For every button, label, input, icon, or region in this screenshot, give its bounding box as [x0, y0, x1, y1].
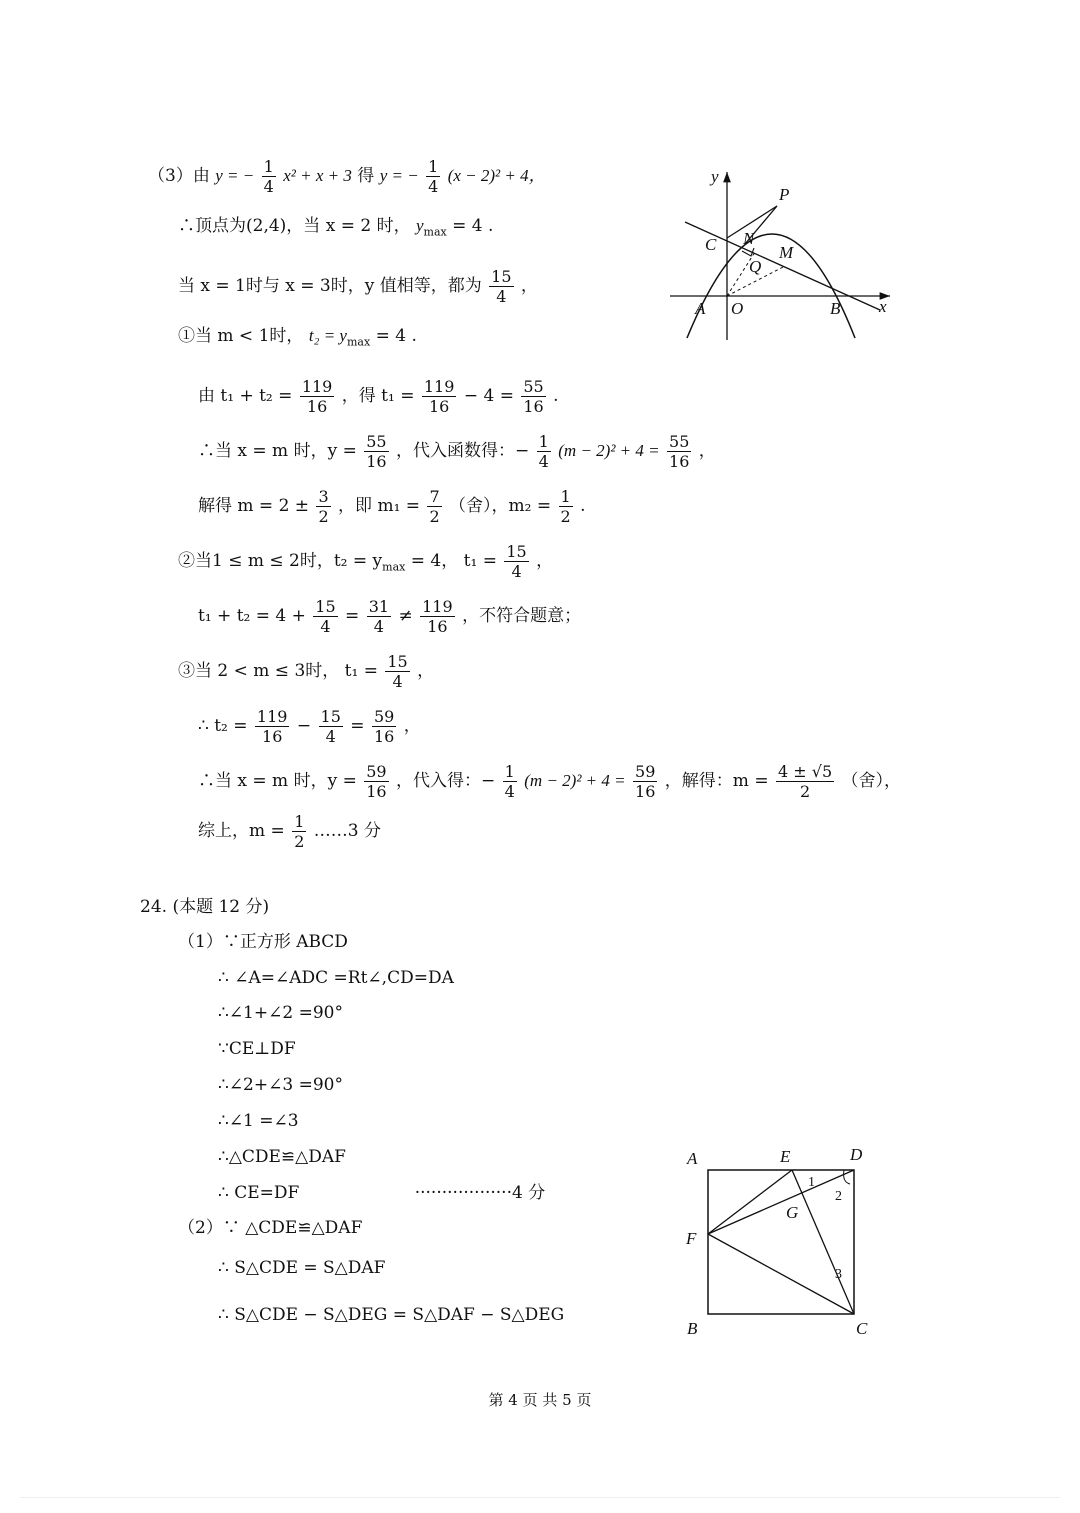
text: ， — [403, 716, 421, 736]
line-fc — [708, 1234, 854, 1314]
frac-den: 2 — [799, 782, 811, 801]
part3-line2 — [178, 212, 493, 246]
frac-num: 59 — [366, 762, 387, 781]
frac-num: 15 — [320, 707, 341, 726]
frac-num: 119 — [256, 707, 288, 726]
fraction — [667, 432, 691, 471]
frac-den: 2 — [318, 507, 329, 526]
parabola-figure — [665, 160, 895, 345]
frac-den: 16 — [373, 727, 395, 746]
label-1: 1 — [808, 1175, 815, 1190]
case2-line1 — [178, 542, 553, 581]
square-figure — [682, 1140, 882, 1345]
label-d: D — [850, 1145, 863, 1164]
square-abcd — [708, 1170, 854, 1314]
case1-line1 — [178, 322, 417, 356]
label-b: B — [687, 1319, 698, 1338]
subscript: max — [382, 560, 406, 574]
q24-p1-l3: ∴∠1+∠2 =90° — [218, 1003, 343, 1023]
text: ，代入函数得：− — [396, 441, 530, 461]
q24-p1-l7: ∴△CDE≌△DAF — [218, 1147, 346, 1167]
fraction — [313, 597, 337, 636]
frac-num: 1 — [504, 762, 515, 781]
q24-p2-l2: ∴ S△CDE = S△DAF — [218, 1258, 386, 1278]
label-b: B — [830, 299, 841, 318]
label-g: G — [786, 1203, 799, 1222]
label-m: M — [779, 243, 794, 262]
text: ， — [417, 661, 435, 681]
frac-num: 1 — [428, 157, 439, 176]
frac-den: 16 — [523, 397, 544, 416]
text: = — [345, 606, 360, 626]
q24-p1-l6: ∴∠1 =∠3 — [218, 1111, 299, 1131]
text: ，不符合题意； — [462, 606, 582, 626]
frac-den: 16 — [428, 397, 450, 416]
frac-den: 2 — [429, 507, 440, 526]
frac-num: 55 — [366, 432, 387, 451]
fraction — [426, 157, 440, 196]
text: ， — [698, 441, 716, 461]
text: ∴当 x = m 时，y = — [198, 441, 357, 461]
frac-den: 4 — [538, 452, 549, 471]
fraction — [300, 377, 335, 416]
frac-den: 4 — [325, 727, 336, 746]
case2-line2 — [198, 597, 581, 636]
frac-den: 16 — [427, 617, 448, 636]
part3-line3 — [178, 267, 538, 306]
text: ∴ t₂ = — [198, 716, 248, 736]
fraction — [559, 487, 573, 526]
q24-p2-l3: ∴ S△CDE − S△DEG = S△DAF − S△DEG — [218, 1305, 565, 1325]
frac-den: 2 — [560, 507, 571, 526]
fraction — [316, 487, 330, 526]
frac-den: 4 — [373, 617, 384, 636]
text: ，解得：m = — [664, 771, 769, 791]
fraction — [422, 377, 457, 416]
bottom-divider — [20, 1497, 1060, 1498]
case3-line1 — [178, 652, 434, 691]
fraction — [537, 432, 551, 471]
score-text: ··················4 分 — [414, 1183, 546, 1203]
page-footer: 第 4 页 共 5 页 — [488, 1391, 592, 1409]
subscript: max — [423, 225, 447, 239]
frac-den: 16 — [366, 452, 387, 471]
text: 由 t₁ + t₂ = — [198, 386, 293, 406]
q24-p1-l2: ∴ ∠A=∠ADC =Rt∠,CD=DA — [218, 968, 454, 988]
fraction — [776, 762, 834, 801]
frac-num: 1 — [538, 432, 549, 451]
label-3: 3 — [835, 1267, 842, 1282]
text: ，即 m₁ = — [338, 496, 421, 516]
text: 综上，m = — [198, 821, 285, 841]
frac-num: 59 — [373, 707, 395, 726]
frac-num: 1 — [294, 812, 305, 831]
subscript: max — [346, 335, 371, 349]
frac-num: 119 — [422, 597, 453, 616]
text: （3）由 — [148, 166, 210, 186]
text: = 4 . — [452, 216, 494, 236]
q24-p1-l4: ∵CE⊥DF — [218, 1039, 296, 1059]
fraction — [372, 707, 396, 746]
fraction — [633, 762, 657, 801]
text: ①当 m < 1时， — [178, 326, 304, 346]
text: − 4 = — [463, 386, 514, 406]
case3-line2 — [198, 707, 421, 746]
math: y = − — [215, 166, 255, 185]
fraction — [521, 377, 545, 416]
frac-num: 4 ± √5 — [777, 762, 833, 781]
label-p: P — [779, 185, 790, 204]
label-o: O — [731, 299, 744, 318]
text: ∴当 x = m 时，y = — [198, 771, 357, 791]
fraction — [427, 487, 441, 526]
label-x: x — [879, 297, 887, 316]
math: (m − 2)² + 4 = — [558, 441, 660, 460]
text: （舍）， — [841, 771, 902, 791]
label-c: C — [705, 235, 717, 254]
case1-line4 — [198, 487, 586, 526]
text: ， — [520, 276, 538, 296]
label-n: N — [743, 229, 755, 248]
line-fd — [708, 1170, 854, 1234]
fraction — [262, 157, 276, 196]
frac-den: 16 — [635, 782, 656, 801]
text: = 4， t₁ = — [410, 551, 497, 571]
text: ②当1 ≤ m ≤ 2时，t₂ = y — [178, 551, 383, 571]
frac-num: 15 — [506, 542, 527, 561]
math: t₂ = y — [308, 326, 347, 345]
frac-num: 1 — [263, 157, 274, 176]
frac-den: 2 — [294, 832, 305, 851]
fraction — [489, 267, 513, 306]
fraction — [255, 707, 290, 746]
text: ③当 2 < m ≤ 3时， t₁ = — [178, 661, 378, 681]
frac-den: 16 — [306, 397, 328, 416]
frac-den: 4 — [392, 672, 403, 691]
case1-line3 — [198, 432, 716, 471]
text: − — [296, 716, 312, 736]
text: 解得 m = 2 ± — [198, 496, 310, 516]
frac-den: 4 — [504, 782, 515, 801]
text: = — [350, 716, 365, 736]
fraction — [319, 707, 343, 746]
frac-num: 31 — [368, 597, 390, 616]
frac-num: 7 — [429, 487, 440, 506]
text: t₁ + t₂ = 4 + — [198, 606, 306, 626]
text: ∴顶点为(2,4)，当 x = 2 时， — [178, 216, 411, 236]
text: ， — [536, 551, 554, 571]
text: 得 — [357, 166, 375, 186]
fraction — [503, 762, 517, 801]
text: （舍），m₂ = — [449, 496, 552, 516]
label-c: C — [856, 1319, 868, 1338]
frac-num: 55 — [669, 432, 690, 451]
frac-den: 16 — [366, 782, 387, 801]
label-e: E — [780, 1147, 791, 1166]
frac-num: 15 — [387, 652, 408, 671]
fraction — [292, 812, 306, 851]
text: = 4 . — [375, 326, 417, 346]
part3-line1 — [148, 157, 546, 196]
frac-den: 16 — [262, 727, 283, 746]
label-2: 2 — [835, 1189, 842, 1204]
fraction — [367, 597, 391, 636]
label-y: y — [711, 167, 719, 186]
text: . — [580, 496, 586, 516]
q24-title: 24. (本题 12 分) — [140, 897, 270, 917]
fraction — [420, 597, 455, 636]
text: ，得 t₁ = — [341, 386, 415, 406]
text: ≠ — [398, 606, 413, 626]
frac-den: 4 — [263, 177, 274, 196]
frac-num: 119 — [423, 377, 455, 396]
label-a: A — [687, 1149, 698, 1168]
q24-p1: （1）∵正方形 ABCD — [178, 932, 348, 952]
fraction — [385, 652, 409, 691]
frac-num: 59 — [635, 762, 656, 781]
text: ……3 分 — [313, 821, 382, 841]
math: y — [415, 216, 424, 235]
label-f: F — [686, 1229, 697, 1248]
frac-den: 4 — [511, 562, 522, 581]
frac-den: 16 — [669, 452, 690, 471]
fraction — [504, 542, 528, 581]
q24-p1-l5: ∴∠2+∠3 =90° — [218, 1075, 343, 1095]
frac-num: 15 — [315, 597, 336, 616]
math: (m − 2)² + 4 = — [524, 771, 626, 790]
math: x² + x + 3 — [283, 166, 352, 185]
q24-p2: （2）∵ △CDE≌△DAF — [178, 1218, 363, 1238]
math: (x − 2)² + 4， — [447, 166, 546, 185]
case3-line3 — [198, 762, 901, 801]
frac-num: 119 — [301, 377, 333, 396]
q24-p1-l8 — [218, 1179, 545, 1207]
frac-num: 15 — [491, 267, 512, 286]
case1-line2 — [198, 377, 559, 416]
frac-den: 4 — [428, 177, 439, 196]
summary-line — [198, 812, 381, 851]
text: ∴ CE=DF — [218, 1183, 300, 1203]
frac-num: 1 — [560, 487, 571, 506]
frac-num: 55 — [523, 377, 544, 396]
fraction — [364, 762, 388, 801]
text: 当 x = 1时与 x = 3时，y 值相等，都为 — [178, 276, 482, 296]
frac-num: 3 — [318, 487, 329, 506]
text: ，代入得：− — [396, 771, 496, 791]
math: y = − — [379, 166, 419, 185]
fraction — [364, 432, 388, 471]
label-a: A — [695, 299, 706, 318]
frac-den: 4 — [320, 617, 331, 636]
line-ec — [792, 1170, 854, 1314]
text: . — [553, 386, 559, 406]
label-q: Q — [749, 257, 762, 276]
frac-den: 4 — [496, 287, 507, 306]
